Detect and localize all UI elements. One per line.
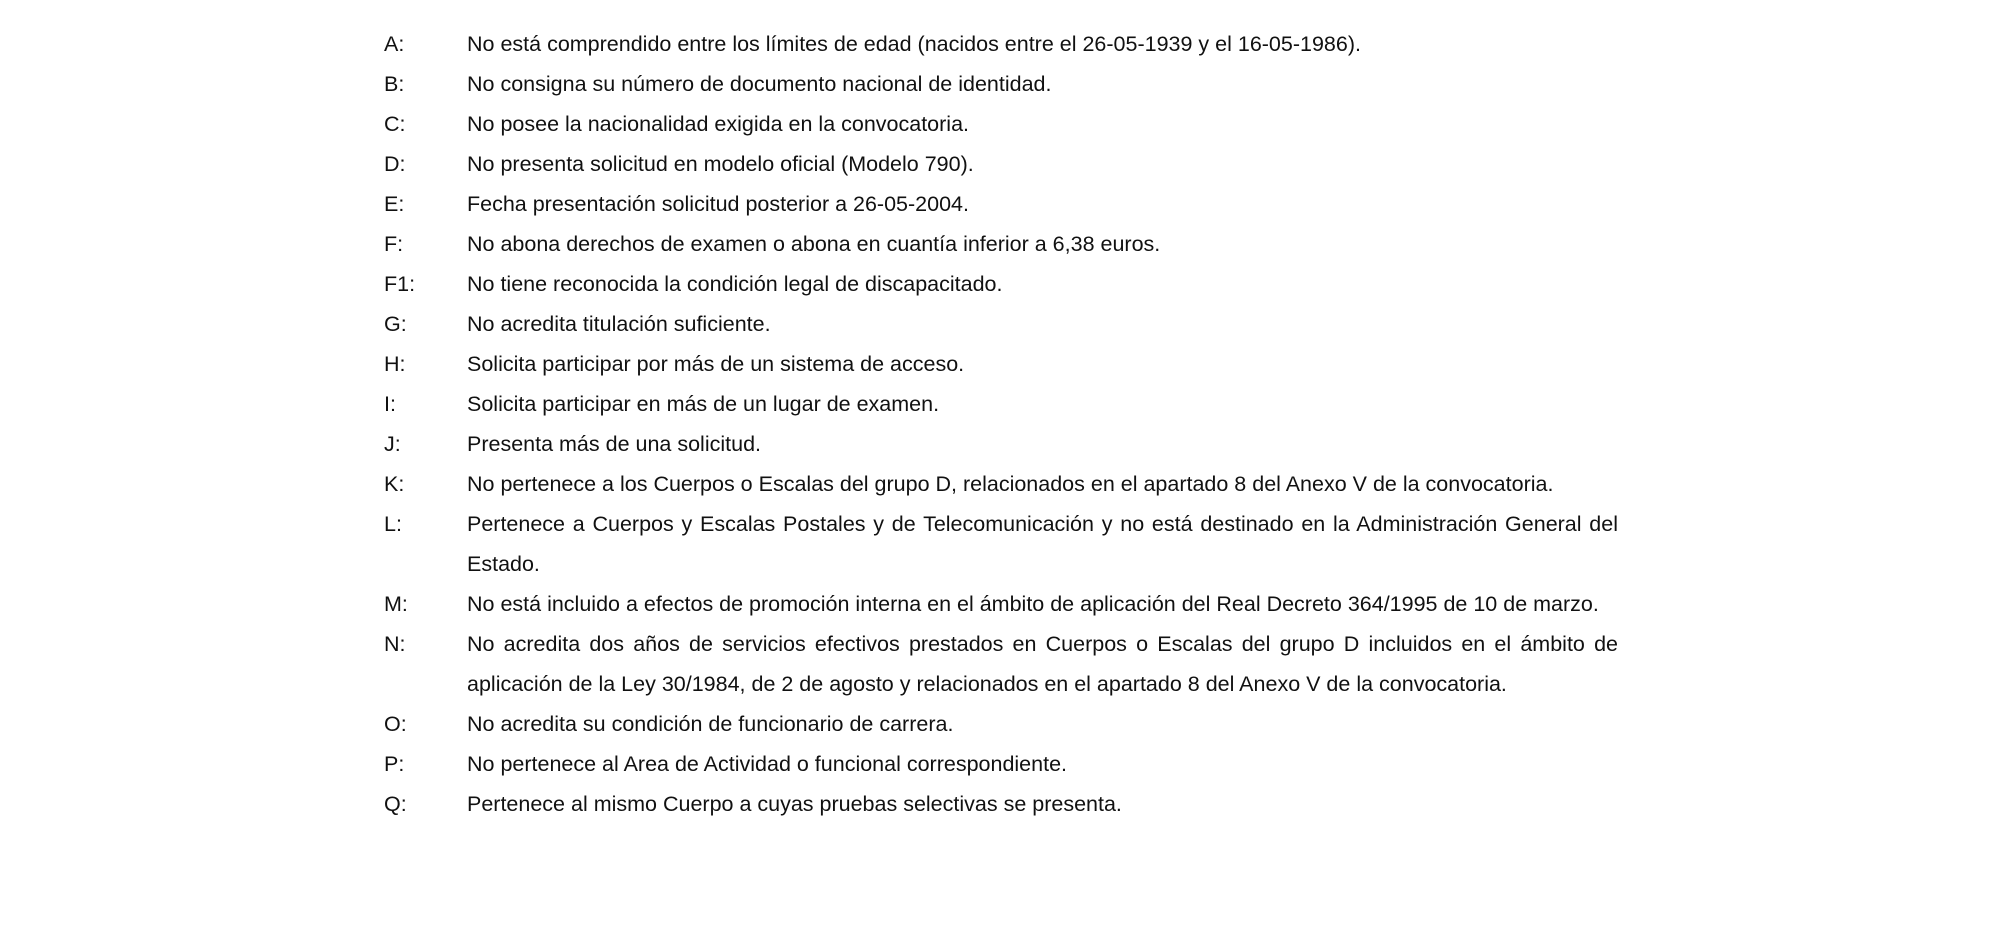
item-text: No acredita su condición de funcionario de carrera. (467, 712, 954, 736)
item-text: Solicita participar por más de un sistema de acceso. (467, 352, 965, 376)
item-text: No está comprendido entre los límites de edad (nacidos entre el 26-05-1939 y el 16-05-1986). (467, 32, 1361, 56)
item-code: F: (384, 232, 404, 256)
item-code: F1: (384, 272, 416, 296)
item-text: Solicita participar en más de un lugar de examen. (467, 392, 940, 416)
item-text: No presenta solicitud en modelo oficial (Modelo 790). (467, 152, 974, 176)
item-text: No abona derechos de examen o abona en cuantía inferior a 6,38 euros. (467, 232, 1161, 256)
item-text: No pertenece a los Cuerpos o Escalas del grupo D, relacionados en el apartado 8 del Anexo V de la convocatoria. (467, 472, 1554, 496)
item-code: D: (384, 152, 406, 176)
item-text: Pertenece a Cuerpos y Escalas Postales y de Telecomunicación y no está destinado en la Administración General del Estado. (467, 512, 1618, 576)
item-text: No consigna su número de documento nacional de identidad. (467, 72, 1052, 96)
list-item (384, 264, 1618, 304)
item-text: No pertenece al Area de Actividad o funcional correspondiente. (467, 752, 1068, 776)
item-text: Pertenece al mismo Cuerpo a cuyas pruebas selectivas se presenta. (467, 792, 1122, 816)
list-item (384, 424, 1618, 464)
item-code: M: (384, 592, 408, 616)
list-item (384, 704, 1618, 744)
item-code: P: (384, 752, 405, 776)
list-item (384, 384, 1618, 424)
list-item (384, 104, 1618, 144)
item-text: No está incluido a efectos de promoción interna en el ámbito de aplicación del Real Decreto 364/1995 de 10 de marzo. (467, 592, 1599, 616)
item-code: Q: (384, 792, 407, 816)
item-code: I: (384, 392, 396, 416)
item-text: No tiene reconocida la condición legal de discapacitado. (467, 272, 1003, 296)
list-item (384, 304, 1618, 344)
list-item (384, 744, 1618, 784)
item-code: H: (384, 352, 406, 376)
item-text: Presenta más de una solicitud. (467, 432, 761, 456)
item-text: Fecha presentación solicitud posterior a 26-05-2004. (467, 192, 969, 216)
list-item (384, 64, 1618, 104)
item-text: No acredita titulación suficiente. (467, 312, 771, 336)
item-code: O: (384, 712, 407, 736)
list-item (384, 784, 1618, 824)
item-code: N: (384, 632, 406, 656)
item-code: E: (384, 192, 405, 216)
item-code: B: (384, 72, 405, 96)
item-code: C: (384, 112, 406, 136)
item-code: G: (384, 312, 407, 336)
item-code: A: (384, 32, 405, 56)
item-code: K: (384, 472, 405, 496)
item-code: L: (384, 512, 402, 536)
exclusion-causes-list (384, 24, 1618, 824)
item-text: No posee la nacionalidad exigida en la convocatoria. (467, 112, 970, 136)
list-item (384, 464, 1618, 504)
item-code: J: (384, 432, 401, 456)
list-item (384, 144, 1618, 184)
list-item (384, 24, 1618, 64)
item-text: No acredita dos años de servicios efectivos prestados en Cuerpos o Escalas del grupo D incluidos en el ámbito de aplicación de la Ley 30/1984, de 2 de agosto y relacionados en el apartado 8 del Anexo V de la convocatoria. (467, 632, 1618, 696)
list-item (384, 624, 1618, 704)
list-item (384, 184, 1618, 224)
list-item (384, 584, 1618, 624)
list-item (384, 504, 1618, 584)
list-item (384, 344, 1618, 384)
list-item (384, 224, 1618, 264)
